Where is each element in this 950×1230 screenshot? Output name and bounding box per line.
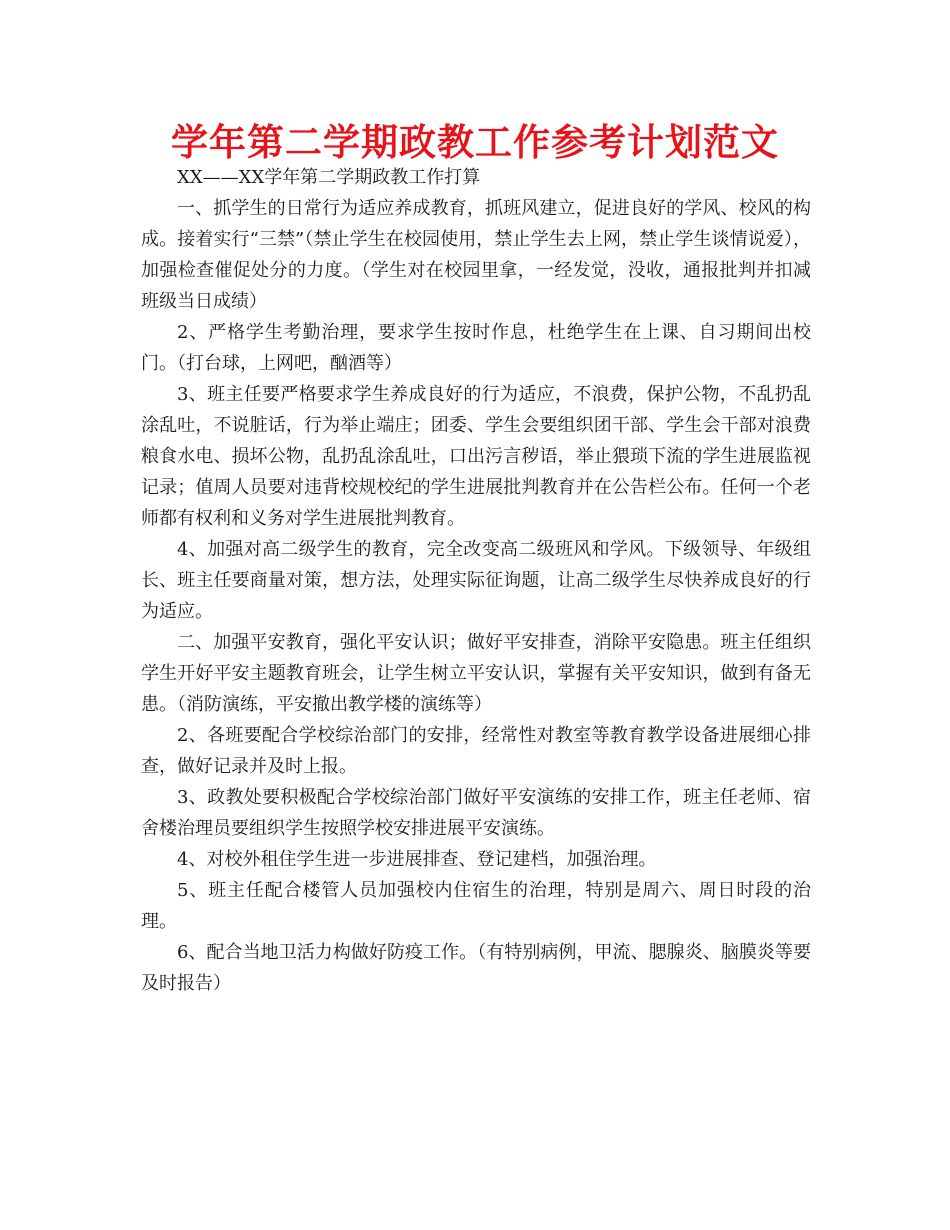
paragraph-10: 6、配合当地卫活力构做好防疫工作。（有特别病例，甲流、腮腺炎、脑膜炎等要及时报告） <box>141 942 811 994</box>
paragraph-1: 一、抓学生的日常行为适应养成教育，抓班风建立，促进良好的学风、校风的构成。接着实行“三禁”（禁止学生在校园使用，禁止学生去上网，禁止学生谈情说爱），加强检查催促处分的力度。（学生对在校园里拿，一经发觉，没收，通报批判并扣减班级当日成绩） <box>141 198 811 312</box>
paragraph-7: 3、政教处要积极配合学校综治部门做好平安演练的安排工作，班主任老师、宿舍楼治理员要组织学生按照学校安排进展平安演练。 <box>141 787 811 839</box>
paragraph-6: 2、各班要配合学校综治部门的安排，经常性对教室等教育教学设备进展细心排查，做好记录并及时上报。 <box>141 725 811 777</box>
paragraph-5: 二、加强平安教育，强化平安认识；做好平安排查，消除平安隐患。班主任组织学生开好平安主题教育班会，让学生树立平安认识，掌握有关平安知识，做到有备无患。（消防演练，平安撤出教学楼的演练等） <box>141 632 811 715</box>
document-body <box>141 162 811 999</box>
paragraph-4: 4、加强对高二级学生的教育，完全改变高二级班风和学风。下级领导、年级组长、班主任要商量对策，想方法，处理实际征询题，让高二级学生尽快养成良好的行为适应。 <box>141 539 811 622</box>
paragraph-2: 2、严格学生考勤治理，要求学生按时作息，杜绝学生在上课、自习期间出校门。（打台球，上网吧，酗酒等） <box>141 322 811 374</box>
paragraph-3: 3、班主任要严格要求学生养成良好的行为适应，不浪费，保护公物，不乱扔乱涂乱吐，不说脏话，行为举止端庄；团委、学生会要组织团干部、学生会干部对浪费粮食水电、损坏公物，乱扔乱涂乱吐，口出污言秽语，举止猥琐下流的学生进展监视记录；值周人员要对违背校规校纪的学生进展批判教育并在公告栏公布。任何一个老师都有权利和义务对学生进展批判教育。 <box>141 384 811 529</box>
paragraph-8: 4、对校外租住学生进一步进展排查、登记建档，加强治理。 <box>177 849 657 870</box>
paragraph-9: 5、班主任配合楼管人员加强校内住宿生的治理，特别是周六、周日时段的治理。 <box>141 880 811 932</box>
document-subtitle: XX——XX学年第二学期政教工作打算 <box>177 167 481 188</box>
document-title: 学年第二学期政教工作参考计划范文 <box>171 121 779 164</box>
